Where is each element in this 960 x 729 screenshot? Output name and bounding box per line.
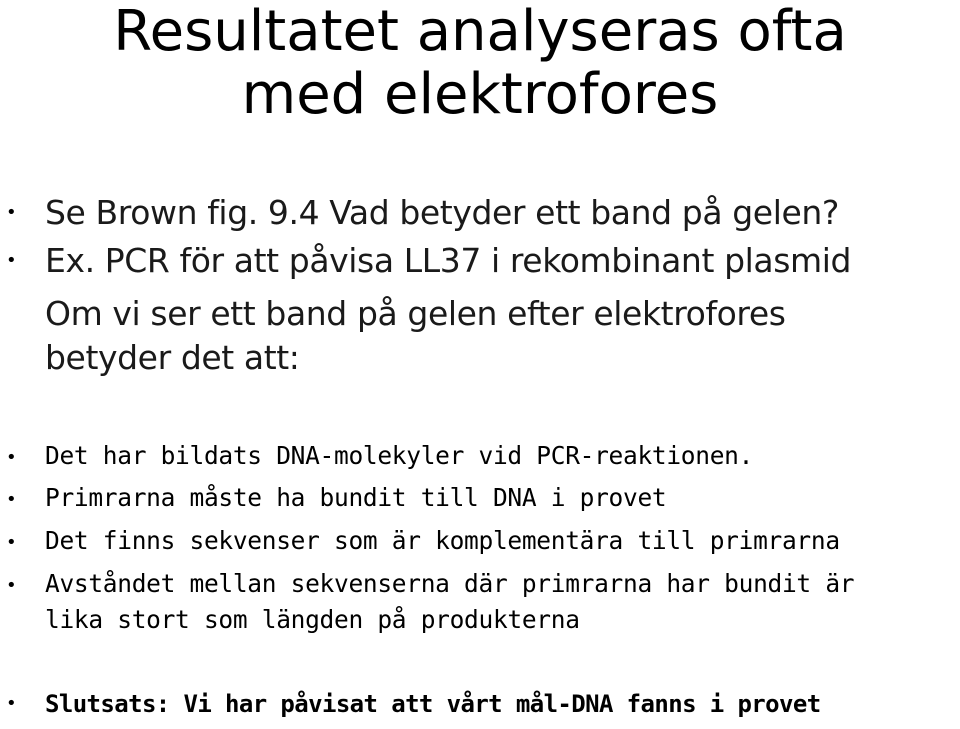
bullet-icon: • (6, 250, 17, 271)
conclusion-text: Slutsats: Vi har påvisat att vårt mål-DNA fanns i provet (45, 690, 821, 718)
bullet-item-complementary-sequences: Det finns sekvenser som är komplementära till primrarna (45, 526, 840, 555)
continuation-text: betyder det att: (45, 338, 300, 377)
bullet-icon: • (6, 489, 17, 510)
title-line-1: Resultatet analyseras ofta (113, 0, 847, 64)
bullet-icon: • (6, 532, 17, 553)
bullet-item-pcr-example: Ex. PCR för att påvisa LL37 i rekombinant plasmid (45, 241, 852, 280)
bullet-icon: • (6, 575, 17, 596)
bullet-item-distance-line-2: lika stort som längden på produkterna (45, 605, 580, 634)
continuation-text: Om vi ser ett band på gelen efter elektrofores (45, 294, 786, 333)
slide-title (0, 0, 960, 126)
bullet-item-dna-molecules: Det har bildats DNA-molekyler vid PCR-reaktionen. (45, 441, 754, 470)
bullet-item-distance-line-1: Avståndet mellan sekvenserna där primrarna har bundit är (45, 569, 855, 598)
bullet-icon: • (6, 447, 17, 468)
bullet-icon: • (6, 693, 17, 714)
bullet-item-brown-fig: Se Brown fig. 9.4 Vad betyder ett band på gelen? (45, 193, 839, 232)
bullet-item-primers-bound: Primrarna måste ha bundit till DNA i provet (45, 483, 667, 512)
bullet-icon: • (6, 202, 17, 223)
title-line-2: med elektrofores (241, 62, 719, 127)
